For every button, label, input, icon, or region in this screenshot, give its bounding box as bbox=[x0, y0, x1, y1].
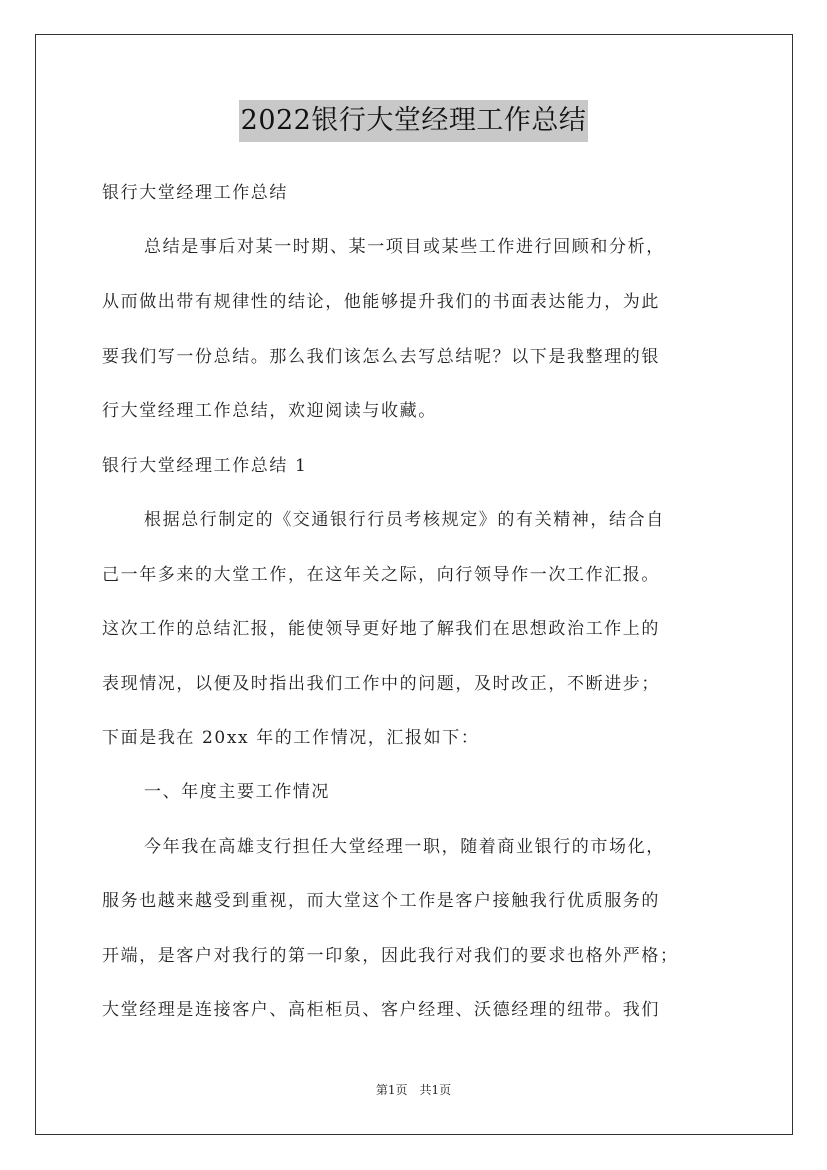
paragraph-line: 大堂经理是连接客户、高柜柜员、客户经理、沃德经理的纽带。我们 bbox=[102, 1000, 660, 1020]
paragraph-line: 己一年多来的大堂工作，在这年关之际，向行领导作一次工作汇报。 bbox=[102, 565, 660, 585]
paragraph-line: 总结是事后对某一时期、某一项目或某些工作进行回顾和分析， bbox=[144, 237, 665, 257]
paragraph-line: 根据总行制定的《交通银行行员考核规定》的有关精神，结合自 bbox=[144, 510, 665, 530]
paragraph-line: 今年我在高雄支行担任大堂经理一职，随着商业银行的市场化， bbox=[144, 837, 665, 857]
document-title bbox=[0, 100, 827, 144]
paragraph-line: 行大堂经理工作总结，欢迎阅读与收藏。 bbox=[102, 401, 437, 421]
paragraph-line: 这次工作的总结汇报，能使领导更好地了解我们在思想政治工作上的 bbox=[102, 619, 660, 639]
paragraph-line: 下面是我在 20xx 年的工作情况，汇报如下： bbox=[102, 728, 480, 748]
paragraph-line: 开端，是客户对我行的第一印象，因此我行对我们的要求也格外严格； bbox=[102, 946, 679, 966]
paragraph-line: 从而做出带有规律性的结论，他能够提升我们的书面表达能力，为此 bbox=[102, 292, 660, 312]
page-footer: 第1页 共1页 bbox=[375, 1083, 452, 1097]
section-heading: 银行大堂经理工作总结 1 bbox=[102, 456, 308, 476]
document-title-text: 2022银行大堂经理工作总结 bbox=[239, 100, 589, 142]
paragraph-line: 表现情况，以便及时指出我们工作中的问题，及时改正，不断进步； bbox=[102, 674, 660, 694]
paragraph-line: 要我们写一份总结。那么我们该怎么去写总结呢？以下是我整理的银 bbox=[102, 347, 660, 367]
section-heading: 银行大堂经理工作总结 bbox=[102, 183, 288, 203]
subsection-heading: 一、年度主要工作情况 bbox=[144, 782, 330, 802]
paragraph-line: 服务也越来越受到重视，而大堂这个工作是客户接触我行优质服务的 bbox=[102, 891, 660, 911]
